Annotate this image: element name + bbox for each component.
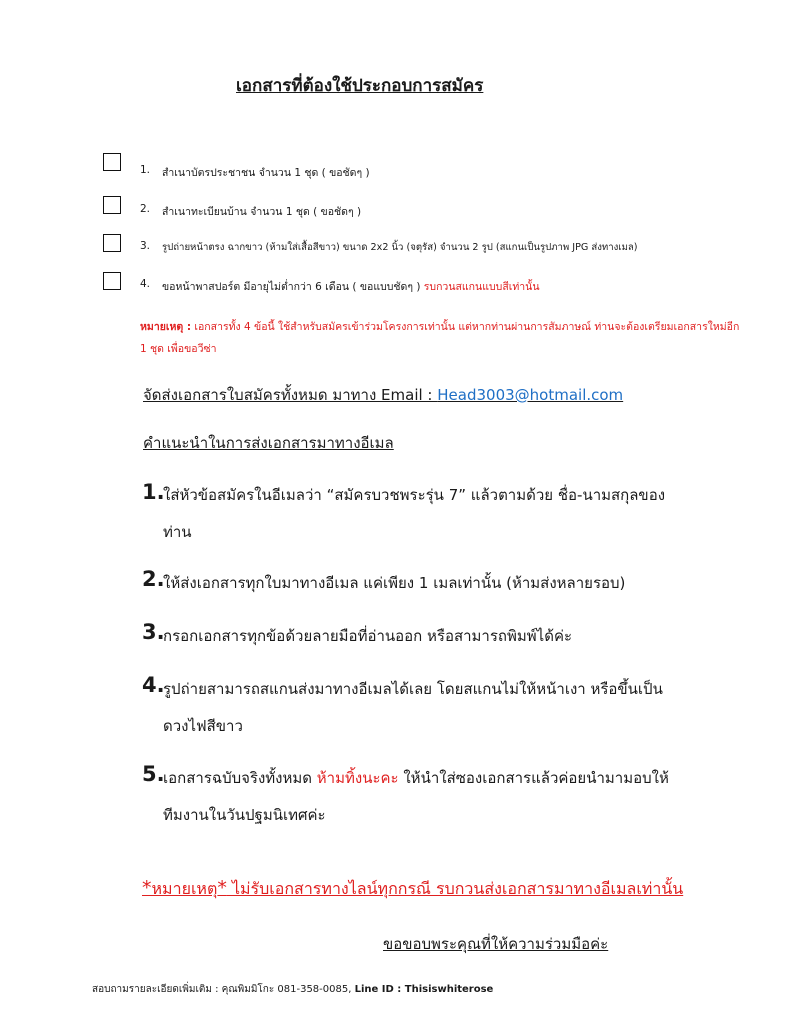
guide-item-4-line1: รูปถ่ายสามารถสแกนส่งมาทางอีเมลได้เลย โดยสแกนไม่ให้หน้าเงา หรือขึ้นเป็น [163,680,663,698]
guide-num-4: 4. [142,673,165,697]
note2-star-open: * [142,877,152,899]
note2-text: ไม่รับเอกสารทางไลน์ทุกกรณี รบกวนส่งเอกสารมาทางอีเมลเท่านั้น [226,879,684,898]
checklist-num-2: 2. [140,203,151,215]
note-block [140,316,740,360]
checklist-item-4 [162,278,540,295]
guide-num-3: 3. [142,620,165,644]
checklist-num-3: 3. [140,240,151,252]
guide-item-4-line2: ดวงไฟสีขาว [163,717,243,735]
guide-item-3-line1: กรอกเอกสารทุกข้อด้วยลายมือที่อ่านออก หรือสามารถพิมพ์ได้ค่ะ [163,627,573,645]
note2-star-close: * [217,877,227,899]
guide-item-5-text-a: เอกสารฉบับจริงทั้งหมด [163,769,317,787]
guide-num-2: 2. [142,567,165,591]
footer-line-id: Line ID : Thisiswhiterose [354,984,494,995]
email-link[interactable]: Head3003@hotmail.com [437,386,624,404]
checklist-num-4: 4. [140,278,151,290]
checkbox-1[interactable] [103,153,121,171]
thanks-line: ขอขอบพระคุณที่ให้ความร่วมมือค่ะ [383,935,609,953]
footer-text: สอบถามรายละเอียดเพิ่มเติม : คุณพิมมิโกะ 081-358-0085, [92,984,355,995]
note-label: หมายเหตุ : [140,321,192,333]
important-note [142,877,683,902]
page-title: เอกสารที่ต้องใช้ประกอบการสมัคร [236,76,484,96]
checklist-item-4-red-text: รบกวนสแกนแบบสีเท่านั้น [420,281,540,293]
guide-num-1: 1. [142,480,165,504]
checkbox-3[interactable] [103,234,121,252]
guide-item-5-text-b: ให้นำใส่ซองเอกสารแล้วค่อยนำมามอบให้ [398,769,669,787]
guide-item-1-line2: ท่าน [163,523,192,541]
note2-label: หมายเหตุ [151,879,218,898]
guide-num-5: 5. [142,762,165,786]
checkbox-2[interactable] [103,196,121,214]
footer-contact [92,982,493,997]
checkbox-4[interactable] [103,272,121,290]
checklist-item-2: สำเนาทะเบียนบ้าน จำนวน 1 ชุด ( ขอชัดๆ ) [162,206,362,218]
guide-item-5-warning: ห้ามทิ้งนะคะ [316,769,399,787]
guide-item-1-line1: ใส่หัวข้อสมัครในอีเมลว่า “สมัครบวชพระรุ่น 7” แล้วตามด้วย ชื่อ-นามสกุลของ [163,486,666,504]
guide-item-5-line1 [163,766,669,790]
checklist-item-4-text: ขอหน้าพาสปอร์ต มีอายุไม่ต่ำกว่า 6 เดือน ( ขอแบบชัดๆ ) [162,281,421,293]
checklist-item-1: สำเนาบัตรประชาชน จำนวน 1 ชุด ( ขอชัดๆ ) [162,167,370,179]
guide-heading: คำแนะนำในการส่งเอกสารมาทางอีเมล [143,434,394,452]
checklist-item-3: รูปถ่ายหน้าตรง ฉากขาว (ห้ามใส่เสื้อสีขาว) ขนาด 2x2 นิ้ว (จตุรัส) จำนวน 2 รูป (สแกนเป็นรูปภาพ JPG ส่งทางเมล) [162,242,638,253]
guide-item-2-line1: ให้ส่งเอกสารทุกใบมาทางอีเมล แค่เพียง 1 เมลเท่านั้น (ห้ามส่งหลายรอบ) [163,574,626,592]
note-text: เอกสารทั้ง 4 ข้อนี้ ใช้สำหรับสมัครเข้าร่วมโครงการเท่านั้น แต่หากท่านผ่านการสัมภาษณ์ ท่านจะต้องเตรียมเอกสารใหม่อีก 1 ชุด เพื่อขอวีซ่า [140,321,740,355]
send-instruction [143,383,623,407]
send-text: จัดส่งเอกสารใบสมัครทั้งหมด มาทาง Email : [143,386,438,404]
checklist-num-1: 1. [140,164,151,176]
guide-item-5-line2: ทีมงานในวันปฐมนิเทศค่ะ [163,806,326,824]
